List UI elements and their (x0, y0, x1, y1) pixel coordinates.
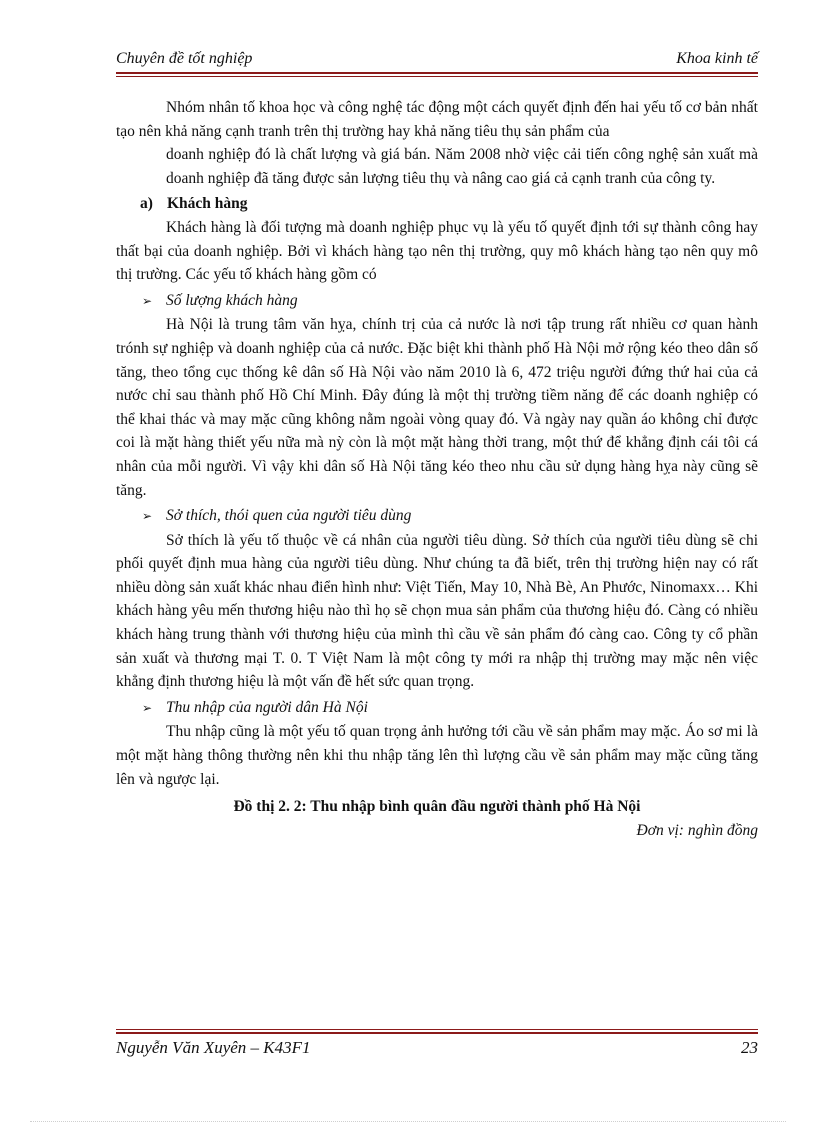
section-a-heading (116, 192, 758, 216)
header-rule-thick (116, 72, 758, 74)
page-footer (116, 1038, 758, 1060)
arrow-bullet-icon: ➢ (142, 509, 153, 524)
paragraph-preferences: Sở thích là yếu tố thuộc về cá nhân của người tiêu dùng. Sở thích của người tiêu dùng sẽ chi phối quyết định mua hàng của người tiêu dùng. Như chúng ta đã biết, trên thị trường hiện nay có rất nhiều dòng sản xuất khác nhau điển hình như: Việt Tiến, May 10, Nhà Bè, An Phước, Ninomaxx… Khi khách hàng yêu mến thương hiệu nào thì họ sẽ chọn mua sản phẩm của thương hiệu đó. Càng có nhiều khách hàng trung thành với thương hiệu của mình thì cầu về sản phẩm đó càng cao. Công ty cổ phần sản xuất và thương mại T. 0. T Việt Nam là một công ty mới ra nhập thị trường may mặc nên việc khẳng định thương hiệu là một vấn đề hết sức quan trọng. (116, 531, 759, 691)
header-document-type: Chuyên đề tốt nghiệp (116, 50, 253, 67)
bullet-income-label: Thu nhập của người dân Hà Nội (166, 698, 368, 716)
page-body (116, 96, 758, 842)
bullet-customer-count-label: Số lượng khách hàng (166, 291, 298, 309)
chart-caption: Đồ thị 2. 2: Thu nhập bình quân đầu người thành phố Hà Nội (233, 798, 641, 816)
footer-author: Nguyễn Văn Xuyên – K43F1 (116, 1038, 311, 1057)
chart-unit: Đơn vị: nghìn đồng (636, 821, 758, 839)
paragraph-technology-2: doanh nghiệp đó là chất lượng và giá bán. Năm 2008 nhờ việc cải tiến công nghệ sản xuất mà doanh nghiệp đã tăng được sản lượng tiêu thụ và nâng cao giá cả cạnh tranh của công ty. (166, 146, 758, 187)
arrow-bullet-icon: ➢ (142, 700, 153, 715)
footer-rule-thick (116, 1032, 758, 1034)
bullet-preferences-label: Sở thích, thói quen của người tiêu dùng (166, 507, 412, 525)
arrow-bullet-icon: ➢ (142, 293, 153, 308)
bullet-customer-count (116, 289, 758, 314)
footer-rule-thin (116, 1029, 758, 1030)
page-header (116, 50, 758, 70)
paragraph-population: Hà Nội là trung tâm văn hỵa, chính trị của cả nước là nơi tập trung rất nhiều cơ quan hành trónh sự nghiệp và doanh nghiệp của cả nước. Đặc biệt khi thành phố Hà Nội mở rộng kéo theo dân số tăng, theo tổng cục thống kê dân số Hà Nội vào năm 2010 là 6, 472 triệu người đứng thứ hai của cả nước chỉ sau thành phố Hồ Chí Minh. Đây đúng là một thị trường tiềm năng để các doanh nghiệp có thể khai thác và may mặc cũng không nằm ngoài vòng quay đó. Và ngày nay quần áo không chỉ được coi là mặt hàng thiết yếu nữa mà nỳ còn là một mặt hàng thời trang, một thứ để khẳng định cái tôi cá nhân của mỗi người. Vì vậy khi dân số Hà Nội tăng kéo theo nhu cầu sử dụng hàng hỵa này cũng sẽ tăng. (116, 316, 758, 499)
page-edge-divider (30, 1121, 786, 1122)
bullet-preferences (116, 504, 758, 529)
bullet-income (116, 696, 758, 721)
paragraph-technology-1: Nhóm nhân tố khoa học và công nghệ tác động một cách quyết định đến hai yếu tố cơ bản nhất tạo nên khả năng cạnh tranh trên thị trường hay khả năng tiêu thụ sản phẩm của (116, 99, 758, 140)
section-a-title: Khách hàng (167, 195, 248, 213)
header-rule-thin (116, 76, 758, 77)
header-faculty: Khoa kinh tế (676, 50, 758, 67)
section-a-marker: a) (140, 195, 153, 213)
paragraph-income: Thu nhập cũng là một yếu tố quan trọng ảnh hưởng tới cầu về sản phẩm may mặc. Áo sơ mi là một mặt hàng thông thường nên khi thu nhập tăng lên thì lượng cầu về sản phẩm may mặc cũng tăng lên và ngược lại. (116, 723, 758, 788)
paragraph-customers: Khách hàng là đối tượng mà doanh nghiệp phục vụ là yếu tố quyết định tới sự thành công hay thất bại của doanh nghiệp. Bởi vì khách hàng tạo nên thị trường, quy mô khách hàng tạo nên quy mô thị trường. Các yếu tố khách hàng gồm có (116, 218, 758, 284)
page-number: 23 (741, 1038, 758, 1057)
